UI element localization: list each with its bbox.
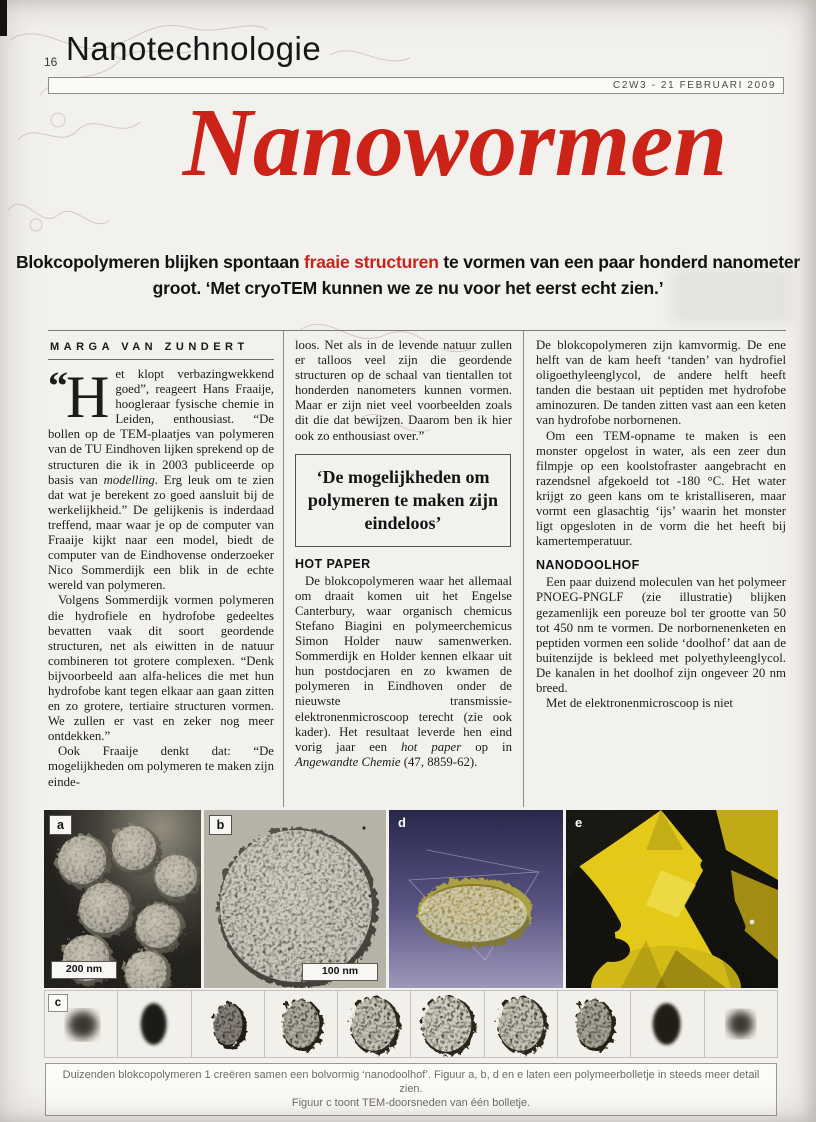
figure-caption-line-1: Duizenden blokcopolymeren 1 creëren samen een bolvormig ‘nanodoolhof’. Figuur a, b, d en e laten een polymeerbolletje in steeds meer detail zien.	[62, 1069, 760, 1095]
paragraph: loos. Net als in de levende natuur zullen er talloos veel zijn die geordende structuren op de schaal van tientallen tot honderden nanometers kunnen vormen. Maar er zijn niet veel voorbeelden zoals dit die dat bewijzen. Daarom ben ik hier ook zo enthousiast over.”	[295, 338, 512, 443]
cross-section-cell	[192, 990, 265, 1058]
drop-cap: “H	[48, 363, 110, 430]
figure-panel-label: e	[575, 815, 583, 830]
cross-section-cell	[44, 990, 118, 1058]
cross-section-cell	[558, 990, 631, 1058]
cross-section-cell	[411, 990, 484, 1058]
figure-panel-b-tem-single-sphere	[204, 810, 386, 988]
standfirst	[0, 249, 816, 301]
figure-panel-a-tem-spheres	[44, 810, 201, 988]
scale-bar-100nm: 100 nm	[302, 963, 378, 981]
paragraph: De blokcopolymeren zijn kamvormig. De ene helft van de kam heeft ‘tanden’ van hydrofiel oligoethyleenglycol, de andere helft heeft tanden die bestaan uit peptiden met hydrofobe aminozuren. De tanden zitten vast aan een keten van hydrofobe norbornenen.	[536, 338, 786, 428]
paragraph: Om een TEM-opname te maken is een monster opgelost in water, als een zeer dun filmpje op een koolstofraster aangebracht en razendsnel afgekoeld tot -180 °C. Het water krijgt zo geen kans om te kristalliseren, maar vormt een glasachtig ‘ijs’ waarin het monster ligt opgesloten in de vorm die het heeft bij kamertemperatuur.	[536, 428, 786, 549]
figure-panel-label: a	[49, 815, 72, 835]
figure-panel-label: c	[48, 994, 68, 1012]
figure-panel-e-3d-maze-render	[566, 810, 778, 988]
paragraph: Een paar duizend moleculen van het polymeer PNOEG-PNGLF (zie illustratie) blijken gezamenlijk een poreuze bol ter grootte van 50 tot 450 nm te vormen. De norbornenenketen en peptiden vormen een solide ‘doolhof’ dat aan de buitenzijde is bekleed met polyethyleenglycol. De kanalen in het doolhof zijn ongeveer 20 nm breed.	[536, 575, 786, 695]
standfirst-highlight: fraaie structuren	[304, 252, 439, 272]
article-column-1	[48, 331, 284, 807]
subhead-hot-paper: HOT PAPER	[295, 556, 371, 571]
paragraph: Volgens Sommerdijk vormen polymeren die hydrofiele en hydrofobe gedeeltes bevatten vaak dit soort geordende structuren, net als eiwitten in de natuur combineren tot grotere complexen. “Denk bijvoorbeeld aan alfa-helices die met hun hydrofobe kant tegen elkaar aan gaan zitten en zo grotere, tertiaire structuren vormen. We zullen er vast en zeker nog meer ontdekken.”	[48, 593, 274, 744]
render-image-e	[566, 810, 778, 988]
cross-section-cell	[485, 990, 558, 1058]
section-title: Nanotechnologie	[66, 30, 322, 67]
cross-section-cell	[338, 990, 411, 1058]
standfirst-line-2: groot. ‘Met cryoTEM kunnen we ze nu voor het eerst echt zien.’	[152, 278, 664, 298]
figure-block	[44, 810, 778, 1109]
paragraph: Ook Fraaije denkt dat: “De mogelijkheden om polymeren te maken zijn einde-	[48, 744, 274, 789]
article-column-3	[524, 331, 786, 807]
paragraph: “H et klopt verbazingwekkend goed”, reageert Hans Fraaije, hoogleraar fysische chemie in Leiden, enthousiast. “De bollen op de TEM-plaatjes van polymeren van de TU Eindhoven lijken sprekend op de structuren die ik in 2003 publiceerde op basis van modelling. Erg leuk om te zien dat wat je berekent zo goed aansluit bij de werkelijkheid.” De gelijkenis is inderdaad treffend, maar waar je op de computer van Fraaije kijkt naar een model, biedt de computer van de Eindhovense onderzoeker Nico Sommerdijk een blik in de echte wereld van polymeren.	[48, 363, 274, 593]
figure-panel-label: b	[209, 815, 232, 835]
article-column-2	[284, 331, 524, 807]
tem-image-b	[204, 810, 386, 988]
article-body	[48, 330, 786, 807]
cross-section-cell	[705, 990, 778, 1058]
subhead-nanodoolhof: NANODOOLHOF	[536, 558, 640, 573]
pull-quote: ‘De mogelijkheden om polymeren te maken zijn eindeloos’	[295, 454, 511, 547]
cross-section-cell	[265, 990, 338, 1058]
scale-bar-200nm: 200 nm	[51, 961, 117, 979]
render-image-d	[389, 810, 563, 988]
figure-panel-c-cross-sections	[44, 990, 778, 1058]
article-title: Nanowormen	[182, 89, 728, 196]
standfirst-line-1: Blokcopolymeren blijken spontaan fraaie structuren te vormen van een paar honderd nanometer	[15, 252, 801, 272]
figure-panel-d-3d-bowl-render	[389, 810, 563, 988]
paragraph: Met de elektronenmicroscoop is niet	[546, 696, 733, 711]
scan-edge-artifact	[0, 0, 7, 36]
paragraph: De blokcopolymeren waar het allemaal om draait komen uit het Engelse Canterbury, waar organisch chemicus Stefano Biagini en polymeerchemicus Simon Holder nauw samenwerken. Sommerdijk en Holder kennen elkaar uit hun postdocjaren en zo kwamen de polymeren in Eindhoven onder de nieuwste transmissie-elektronenmicroscoop terecht (zie ook kader). Het resultaat leverde hen eind vorig jaar een hot paper op in Angewandte Chemie (47, 8859-62).	[295, 573, 512, 769]
issue-date: C2W3 - 21 FEBRUARI 2009	[613, 80, 776, 91]
cross-section-cell	[631, 990, 704, 1058]
figure-caption-line-2: Figuur c toont TEM-doorsneden van één bolletje.	[291, 1097, 531, 1109]
figure-panel-label: d	[398, 815, 406, 830]
cross-section-cell	[118, 990, 191, 1058]
figure-caption	[45, 1063, 777, 1116]
page-number: 16	[44, 55, 58, 69]
byline: MARGA VAN ZUNDERT	[48, 338, 274, 360]
